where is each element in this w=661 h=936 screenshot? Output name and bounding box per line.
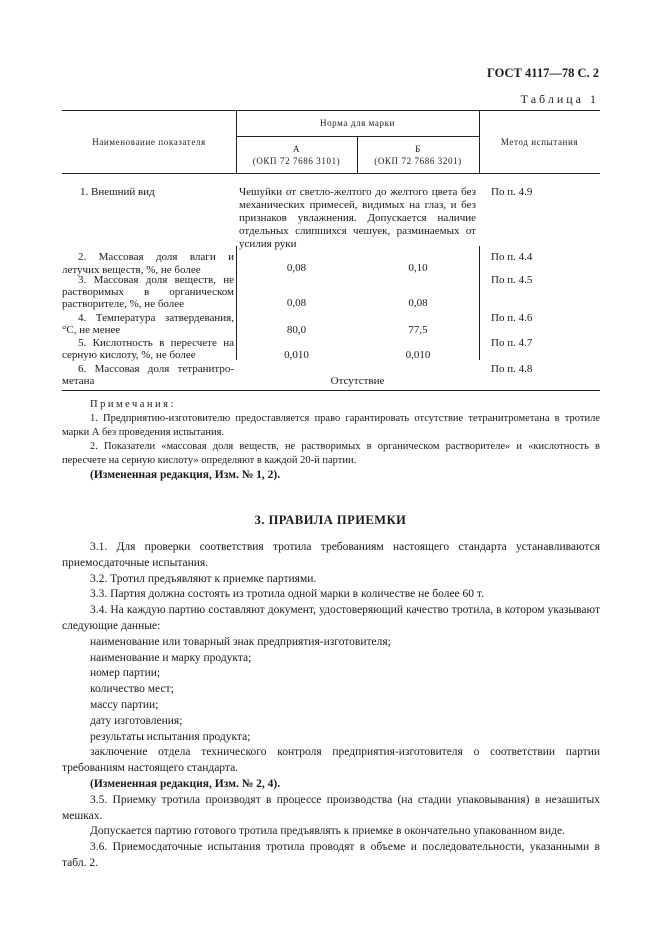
list-item: массу партии; bbox=[90, 698, 159, 711]
row6-name-line1: 6. Массовая доля тетранитро- bbox=[78, 363, 234, 375]
row5-method: По п. 4.7 bbox=[491, 337, 533, 349]
list-item: наименование и марку продукта; bbox=[90, 651, 252, 664]
paragraph-3-6: 3.6. Приемосдаточные испытания тротила проводят в объеме и последовательности, указанными в табл. 2. bbox=[62, 841, 600, 869]
row5-name-line2: серную кислоту, %, не более bbox=[62, 349, 196, 361]
row4-value-a: 80,0 bbox=[286, 324, 307, 336]
row4-value-b: 77,5 bbox=[408, 324, 428, 336]
table-caption: Таблица 1 bbox=[520, 92, 599, 106]
paragraph-3-4: 3.4. На каждую партию составляют документ, удостоверяющий качество тротила, в котором указывают следующие данные: bbox=[62, 604, 600, 632]
row3-name-line3: растворителе, %, не более bbox=[62, 298, 185, 310]
grade-a-label: А bbox=[292, 144, 301, 154]
row5-value-a: 0,010 bbox=[284, 349, 309, 361]
list-item: наименование или товарный знак предприятия-изготовителя; bbox=[90, 635, 391, 648]
row2-name-line1: 2. Массовая доля влаги и bbox=[78, 251, 234, 263]
list-item: результаты испытания продукта; bbox=[90, 730, 251, 743]
row1-name: 1. Внешний вид bbox=[80, 186, 155, 198]
row2-method: По п. 4.4 bbox=[491, 251, 533, 263]
row3-value-a: 0,08 bbox=[286, 297, 307, 309]
grade-b-label: Б bbox=[415, 144, 421, 154]
notes-title: Примечания: bbox=[90, 399, 176, 410]
row2-value-a: 0,08 bbox=[286, 262, 307, 274]
list-item: дату изготовления; bbox=[90, 714, 183, 727]
row6-merged-value: Отсутствие bbox=[330, 375, 385, 387]
paragraph-3-2: 3.2. Тротил предъявляют к приемке партиями. bbox=[90, 572, 317, 585]
table-bottom-rule bbox=[62, 390, 600, 391]
method-header: Метод испытания bbox=[500, 137, 579, 147]
section-title: 3. ПРАВИЛА ПРИЕМКИ bbox=[254, 513, 407, 527]
row4-method: По п. 4.6 bbox=[491, 312, 533, 324]
list-item: количество мест; bbox=[90, 683, 174, 696]
revision-note-2: (Измененная редакция, Изм. № 2, 4). bbox=[90, 777, 281, 790]
revision-note-1: (Измененная редакция, Изм. № 1, 2). bbox=[90, 469, 281, 481]
paragraph-3-5-addendum: Допускается партию готового тротила предъявлять к приемке в окончательно упакованном виде. bbox=[90, 825, 565, 838]
notes-block bbox=[62, 398, 600, 468]
page-header: ГОСТ 4117—78 С. 2 bbox=[487, 66, 599, 80]
row1-method: По п. 4.9 bbox=[491, 186, 533, 198]
paragraph-3-1: 3.1. Для проверки соответствия тротила требованиям настоящего стандарта устанавливаются приемосдаточные испытания. bbox=[62, 541, 600, 569]
paragraph-3-5: 3.5. Приемку тротила производят в процессе производства (на стадии упаковывания) в незашитых мешках. bbox=[62, 793, 600, 822]
row3-name-line2: растворимых в органическом bbox=[62, 286, 234, 298]
list-item: номер партии; bbox=[90, 667, 161, 680]
row5-name-line1: 5. Кислотность в пересчете на bbox=[78, 337, 234, 349]
row6-method: По п. 4.8 bbox=[491, 363, 533, 375]
conclusion-item: заключение отдела технического контроля предприятия-изготовителя о соответствии партии требованиям настоящего стандарта. bbox=[62, 746, 600, 775]
row2-name-line2: летучих веществ, %, не более bbox=[62, 264, 201, 276]
row6-name-line2: метана bbox=[62, 375, 95, 387]
section-body bbox=[62, 540, 600, 872]
row5-value-b: 0,010 bbox=[405, 349, 431, 361]
row3-value-b: 0,08 bbox=[408, 297, 428, 309]
note-2: 2. Показатели «массовая доля веществ, не растворимых в органическом растворителе» и «кислотность в пересчете на серную кислоту» определяют в каждой 20-й партии. bbox=[62, 441, 600, 466]
note-1: 1. Предприятию-изготовителю предоставляется право гарантировать отсутствие тетранитрометана в тротиле марки А без проведения испытания. bbox=[62, 413, 600, 438]
row3-method: По п. 4.5 bbox=[491, 274, 533, 286]
paragraph-3-3: 3.3. Партия должна состоять из тротила одной марки в количестве не более 60 т. bbox=[90, 588, 484, 601]
grade-b-code: (ОКП 72 7686 3201) bbox=[374, 156, 462, 166]
grade-a-code: (ОКП 72 7686 3101) bbox=[252, 156, 341, 166]
row1-description: Чешуйки от светло-желтого до желтого цвета без механических примесей, видимых на глаз, и без признаков увлажнения. Допускается наличие отдельных слипшихся чешуек, разминаемых от усилия руки bbox=[239, 186, 476, 250]
row3-name-line1: 3. Массовая доля веществ, не bbox=[78, 274, 234, 286]
norm-header: Норма для марки bbox=[319, 118, 396, 128]
row4-name-line1: 4. Температура затвердевания, bbox=[78, 312, 234, 324]
row2-value-b: 0,10 bbox=[408, 262, 428, 274]
col-name-header: Наименование показателя bbox=[92, 137, 206, 147]
row4-name-line2: °С, не менее bbox=[62, 324, 121, 336]
